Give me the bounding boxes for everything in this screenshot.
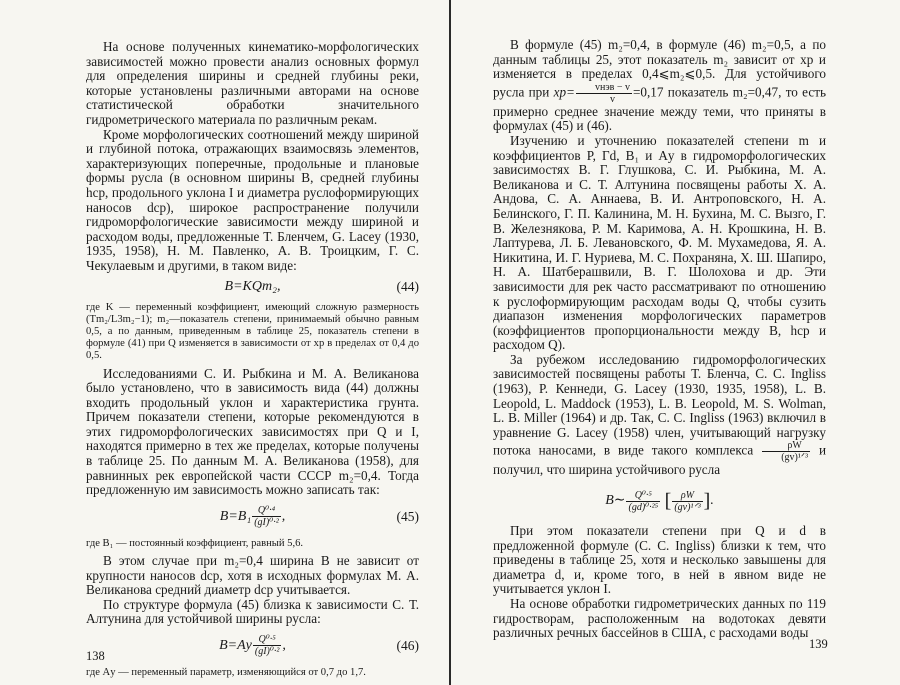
equation-45-fraction bbox=[252, 505, 281, 528]
left-paragraph-3: Исследованиями С. И. Рыбкина и М. А. Великанова было установлено, что в зависимость вида (44) должны входить продольный уклон и характеристика грунта. Причем показатели степени, которые рекомендуются в этих гидроморфологических зависимостях при Q и I, находятся примерно в тех же пределах, которые получены в таблице 25. По данным М. А. Великанова (1958), для равнинных рек европейской части СССР m₂=0,4. Тогда предложенную им зависимость можно записать так: bbox=[86, 365, 419, 498]
note-46: где Aу — переменный параметр, изменяющийся от 0,7 до 1,7. bbox=[86, 667, 366, 679]
right-paragraph-3-tail: и получил, что ширина устойчивого русла bbox=[493, 442, 827, 478]
left-paragraph-4: В этом случае при m₂=0,4 ширина B не зависит от крупности наносов dср, хотя в исходных формулах М. А. Великанова средний диаметр dср учитывается. bbox=[86, 553, 419, 598]
right-paragraph-1-text: В формуле (45) m₂=0,4, в формуле (46) m₂=0,5, а по данным таблицы 25, этот показатель m₂ зависит от xр и изменяется в пределах 0,4⩽m₂⩽0,5. Для устойчивого русла при bbox=[493, 37, 826, 100]
equation-ingliss-denominator-1: (gd)⁰·²⁵ bbox=[628, 501, 659, 513]
equation-ingliss-fraction-2 bbox=[672, 490, 702, 513]
left-paragraph-5: По структуре формула (45) близка к зависимости С. Т. Алтунина для устойчивой ширины русла: bbox=[86, 596, 419, 627]
equation-45: B=B₁ $\frac{\text{Q⁰·⁴}}{\text{(gI)⁰·²}}$ , (45) bbox=[86, 498, 419, 536]
right-paragraph-1 bbox=[493, 38, 826, 134]
equation-45-lhs: B=B₁ bbox=[219, 508, 252, 524]
right-paragraph-5: На основе обработки гидрометрических данных по 119 гидростворам, расположенным на водотоках девяти различных речных бассейнов в США, с расходами воды bbox=[493, 596, 826, 641]
equation-44 bbox=[86, 274, 419, 300]
right-paragraph-4: При этом показатели степени при Q и d в предложенной формуле (С. С. Ingliss) близки к тем, что приведены в таблице 25, хотя и несколько завышены для диаметра d, и, кроме того, в ней в явном виде не учитывается уклон I. bbox=[493, 523, 826, 597]
ingliss-complex-denominator: (gv)¹ᐟ³ bbox=[781, 452, 809, 464]
note-45: где B₁ — постоянный коэффициент, равный 5,6. bbox=[86, 537, 304, 549]
equation-ingliss-fraction-1 bbox=[626, 490, 660, 513]
left-paragraph-1: На основе полученных кинематико-морфологических зависимостей можно провести анализ основных формул для определения ширины и средней глубины реки, которые установлены различными авторами на основе статистической обработки значительного гидрометрического материала по различным рекам. bbox=[86, 39, 419, 127]
right-page bbox=[451, 0, 900, 685]
equation-45-number: (45) bbox=[396, 508, 419, 524]
page-number-left: 138 bbox=[86, 649, 105, 663]
xp-numerator: vнэв − v bbox=[576, 82, 632, 94]
equation-ingliss-lhs: B∼ bbox=[605, 493, 626, 509]
equation-44-number: (44) bbox=[396, 278, 419, 294]
right-paragraph-2: Изучению и уточнению показателей степени m и коэффициентов P, Гd, B₁ и Aу в гидроморфологических зависимостях В. Г. Глушкова, С. И. Рыбкина, М. А. Великанова и С. Т. Алтунина посвящены работы Х. А. Андова, С. А. Аннаева, В. И. Антроповского, Н. А. Белинского, Г. П. Калинина, М. Н. Бухина, М. С. Вызго, Г. В. Железнякова, Р. М. Каримова, А. Н. Крошкина, Н. В. Лаптурева, Л. Б. Левановского, Ф. М. Мухамедова, Я. А. Никитина, И. Г. Нуриева, М. С. Похраняна, Х. Ш. Шапиро, Н. А. Шатберашвили, В. Г. Шолохова и др. Эти зависимости для рек часто рассматривают по отношению к руслоформирующим расходам воды Q, чтобы сузить диапазон изменения морфологических параметров (коэффициентов пропорциональности между B, hср и расходом Q). bbox=[493, 132, 826, 353]
right-paragraph-3-text: За рубежом исследованию гидроморфологических зависимостей посвящены работы Т. Бленча, С. С. Ingliss (1963), Р. Кеннеди, G. Lacey (1930, 1935, 1958), L. B. Leopold, L. Maddock (1953), L. B. Leopold, M. S. Wolman, L. B. Miller (1964) и др. Так, С. С. Ingliss (1963) включил в уравнение G. Lacey (1958) член, учитывающий нагрузку потока наносами, в виде такого комплекса bbox=[493, 351, 826, 458]
equation-ingliss-denominator-2: (gv)¹ᐟ³ bbox=[674, 501, 701, 513]
equation-ingliss: B∼ $\frac{\text{Q⁰·⁵}}{\text{(gd)⁰·²⁵}}$ [ $\frac{\rho W}{\text{(gv)¹ᐟ³}}$ ]. bbox=[605, 489, 714, 513]
equation-ingliss-numerator-1: Q⁰·⁵ bbox=[626, 490, 660, 502]
equation-46-number: (46) bbox=[396, 638, 419, 654]
left-paragraph-2: Кроме морфологических соотношений между шириной и глубиной потока, отражающих взаимосвязь элементов, характеризующих поперечные, продольные и плановые формы русла (в основном ширины B, средней глубины hср, продольного уклона I и диаметра руслоформирующих наносов dср), широкое распространение получили гидроморфологические зависимости между шириной и расходом воды, предложенные Т. Бленчем, G. Lacey (1930, 1935, 1958), Н. М. Павленко, А. В. Троицким, Г. С. Чекулаевым и другими, в таком виде: bbox=[86, 126, 419, 273]
ingliss-complex-numerator: ρW bbox=[762, 440, 810, 452]
right-paragraph-3 bbox=[493, 353, 826, 478]
note-44: где K — переменный коэффициент, имеющий сложную размерность (Tm₂/L3m₂−1); m₂—показатель степени, принимаемый обычно равным 0,5, а по данным, приведенным в таблице 25, показатель степени в формуле (41) при Q изменяется в зависимости от xр в пределах от 0,4 до 0,5. bbox=[86, 301, 419, 362]
left-page bbox=[0, 0, 449, 685]
equation-46: B=Aу $\frac{\text{Q⁰·⁵}}{\text{(gI)⁰·²}}$ , (46) bbox=[86, 627, 419, 665]
equation-ingliss-numerator-2: ρW bbox=[672, 490, 702, 502]
equation-46-lhs: B=Aу bbox=[219, 638, 252, 654]
xp-denominator: v bbox=[609, 93, 615, 105]
xp-symbol: xр= bbox=[553, 84, 575, 100]
equation-44-expression: B=KQm₂, bbox=[224, 278, 281, 294]
equation-46-denominator: (gI)⁰·² bbox=[254, 646, 280, 658]
equation-45-denominator: (gI)⁰·² bbox=[254, 517, 279, 529]
equation-46-numerator: Q⁰·⁵ bbox=[253, 634, 282, 646]
ingliss-complex-fraction bbox=[762, 440, 810, 463]
right-paragraph-1-tail: =0,17 показатель m₂=0,47, то есть примерно среднее значение между теми, что приняты в формулах (45) и (46). bbox=[493, 84, 826, 134]
xp-fraction bbox=[576, 82, 632, 105]
equation-46-fraction bbox=[253, 634, 282, 657]
page-number-right: 139 bbox=[809, 637, 828, 651]
equation-45-numerator: Q⁰·⁴ bbox=[252, 505, 281, 517]
